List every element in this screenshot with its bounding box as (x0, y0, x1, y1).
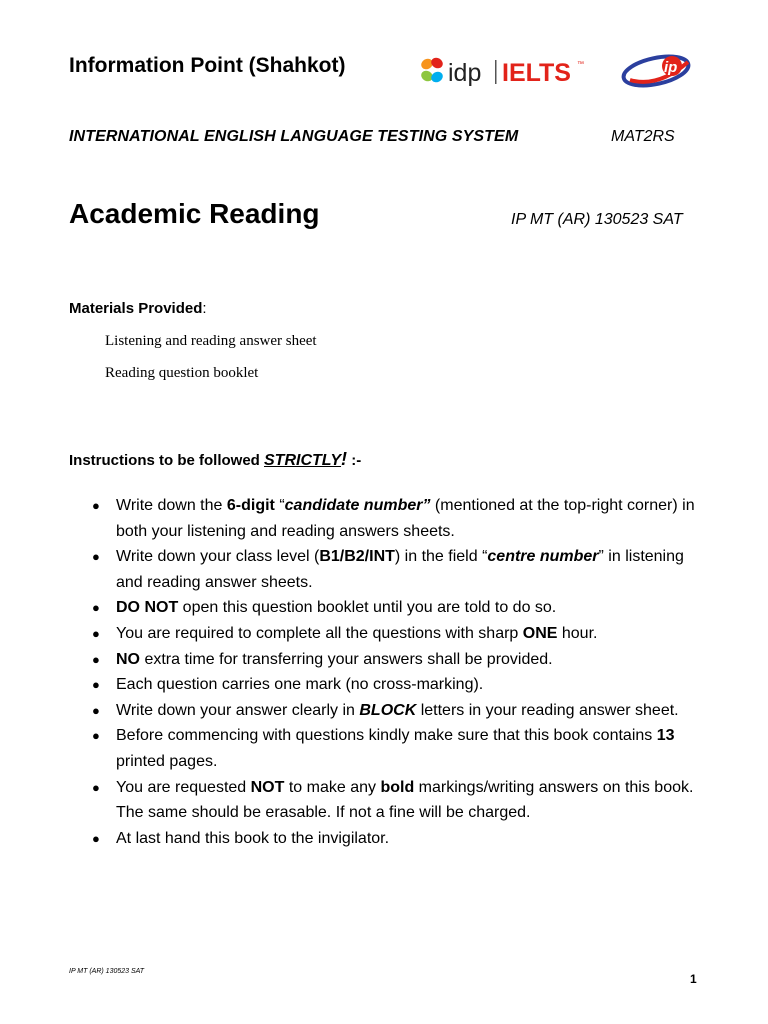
instruction-text-p2: hour. (557, 624, 598, 642)
instruction-text-p1: You are required to complete all the questions with sharp (116, 624, 523, 642)
strictly-emphasis: STRICTLY (264, 452, 342, 469)
instruction-text-p1: At last hand this book to the invigilator. (116, 829, 390, 847)
instructions-heading-post: :- (347, 452, 362, 469)
instruction-item (92, 775, 702, 826)
instruction-text-b1: 6-digit (226, 497, 275, 514)
ip-logo (620, 52, 696, 90)
exam-code: MAT2RS (611, 128, 675, 145)
footer-test-id: IP MT (AR) 130523 SAT (69, 968, 145, 975)
instruction-text-b1: DO NOT (116, 599, 179, 617)
instruction-text-p2: printed pages. (116, 752, 218, 770)
material-item: Listening and reading answer sheet (105, 333, 317, 349)
exam-subtitle: INTERNATIONAL ENGLISH LANGUAGE TESTING SYSTEM (69, 128, 519, 145)
bullet-icon: ● (92, 702, 100, 718)
bullet-icon: ● (92, 830, 100, 846)
idp-ielts-logo (418, 54, 588, 90)
instruction-text-p1: Write down the (116, 497, 227, 514)
materials-heading (69, 300, 207, 317)
ip-logo-text: ip (664, 59, 678, 76)
trademark-mark: ™ (577, 61, 584, 68)
instruction-item (92, 826, 702, 852)
instruction-text-b1: NOT (250, 778, 285, 796)
instruction-text-bi1: centre number (487, 548, 599, 566)
instruction-text-p1: Write down your answer clearly in (116, 701, 360, 719)
bullet-icon: ● (92, 625, 100, 641)
test-id: IP MT (AR) 130523 SAT (511, 211, 683, 228)
instruction-item (92, 493, 702, 544)
bullet-icon: ● (92, 600, 100, 616)
instruction-item (92, 544, 702, 595)
instruction-text-b1: B1/B2/INT (319, 548, 395, 566)
material-item: Reading question booklet (105, 365, 259, 381)
instruction-item (92, 647, 702, 673)
logo-divider (495, 60, 497, 84)
instruction-item (92, 621, 702, 647)
bullet-icon: ● (92, 549, 100, 565)
materials-heading-text: Materials Provided (69, 300, 203, 317)
instruction-text-p1: Write down your class level ( (116, 548, 320, 566)
page-number: 1 (690, 972, 697, 986)
instruction-text-p3: ” in listening and reading answer sheets. (116, 548, 684, 591)
instruction-item (92, 698, 702, 724)
instruction-text-p1: Before commencing with questions kindly make sure that this book contains (116, 727, 657, 745)
bullet-icon: ● (92, 651, 100, 667)
instruction-text-p3: markings/writing answers on this book. The same should be erasable. If not a fine will be charged. (116, 778, 694, 822)
bullet-icon: ● (92, 498, 100, 513)
instruction-text-bi1: candidate number” (284, 497, 431, 514)
instruction-text-p1: Each question carries one mark (no cross-marking). (116, 676, 484, 694)
instruction-item (92, 595, 702, 621)
instruction-text-p2: extra time for transferring your answers shall be provided. (140, 650, 553, 668)
main-title: Academic Reading (69, 198, 320, 229)
instruction-item (92, 723, 702, 774)
instruction-text-b2: bold (380, 778, 415, 796)
page-header-title: Information Point (Shahkot) (69, 54, 346, 77)
instruction-text-b1: 13 (656, 727, 675, 745)
instructions-list (92, 493, 702, 851)
instruction-text-p2: to make any (284, 778, 381, 796)
instruction-text-p3: letters in your reading answer sheet. (416, 701, 679, 719)
instruction-text-p3: (mentioned at the top-right corner) in both your listening and reading answers sheets. (116, 497, 695, 540)
bullet-icon: ● (92, 779, 100, 795)
instruction-text-bi1: BLOCK (359, 701, 417, 719)
ielts-logo-text: IELTS (502, 59, 571, 87)
instruction-item (92, 672, 702, 698)
bullet-icon: ● (92, 677, 100, 693)
instructions-heading-pre: Instructions to be followed (69, 452, 264, 469)
exclamation-mark: ! (341, 449, 348, 469)
materials-heading-colon: : (202, 300, 207, 317)
instruction-text-b1: NO (116, 650, 140, 668)
instruction-text-b1: ONE (522, 624, 558, 642)
instructions-heading (69, 449, 361, 470)
instruction-text-p2: open this question booklet until you are told to do so. (178, 599, 557, 617)
idp-logo-text: idp (448, 59, 482, 87)
bullet-icon: ● (92, 728, 100, 744)
instruction-text-p2: “ (274, 497, 285, 514)
instruction-text-p2: ) in the field “ (394, 548, 488, 566)
instruction-text-p1: You are requested (116, 778, 251, 796)
idp-flower-icon (419, 56, 444, 85)
